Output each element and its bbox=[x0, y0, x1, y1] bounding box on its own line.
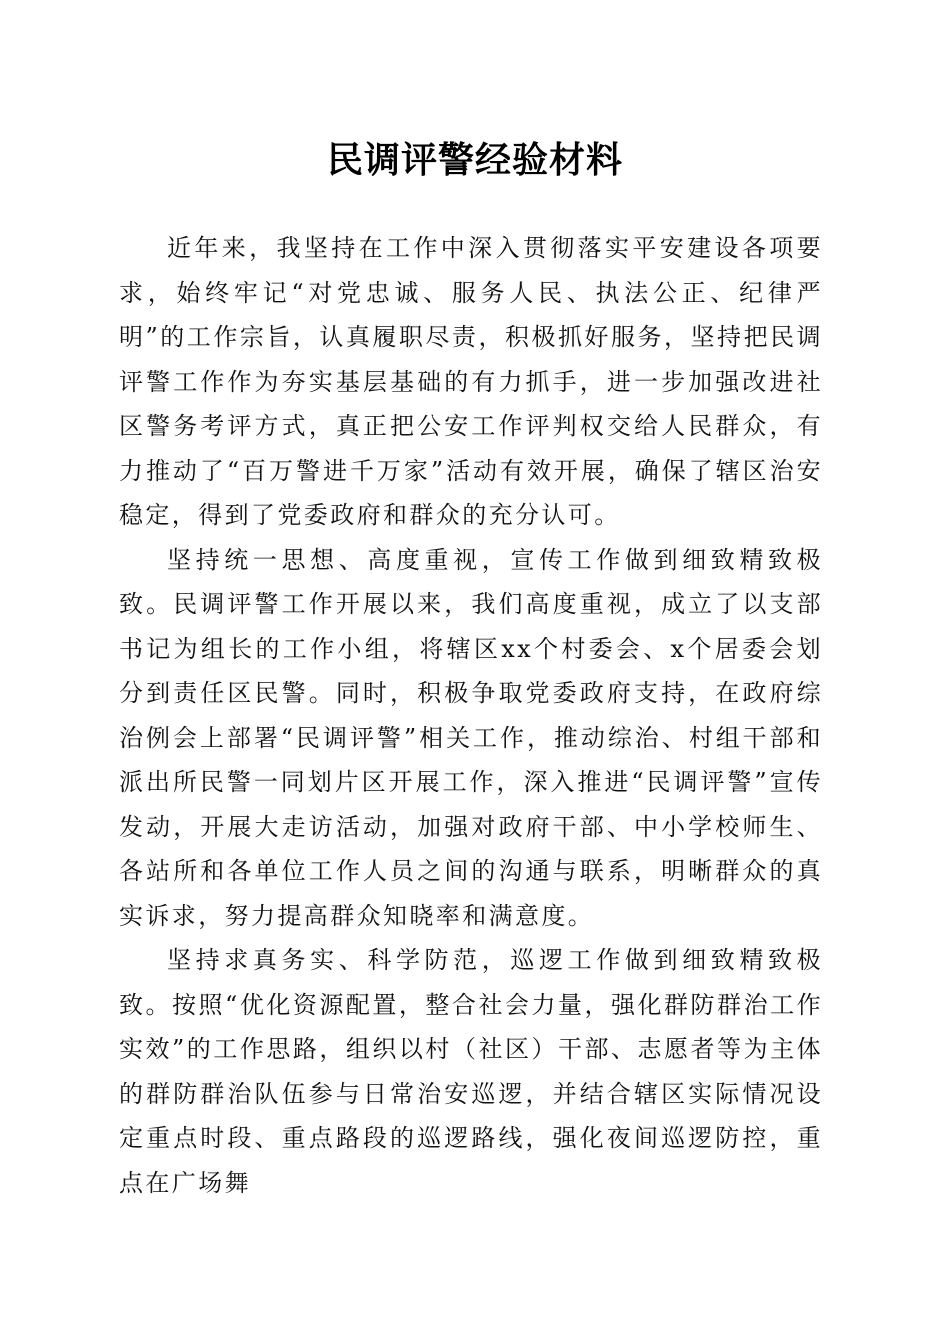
paragraph-patrol: 坚持求真务实、科学防范，巡逻工作做到细致精致极致。按照“优化资源配置，整合社会力量，强化群防群治工作实效”的工作思路，组织以村（社区）干部、志愿者等为主体的群防群治队伍参与日常治安巡逻，并结合辖区实际情况设定重点时段、重点路段的巡逻路线，强化夜间巡逻防控，重点在广场舞 bbox=[119, 946, 823, 1197]
paragraph-publicity: 坚持统一思想、高度重视，宣传工作做到细致精致极致。民调评警工作开展以来，我们高度重视，成立了以支部书记为组长的工作小组，将辖区xx个村委会、x个居委会划分到责任区民警。同时，积极争取党委政府支持，在政府综治例会上部署“民调评警”相关工作，推动综治、村组干部和派出所民警一同划片区开展工作，深入推进“民调评警”宣传发动，开展大走访活动，加强对政府干部、中小学校师生、各站所和各单位工作人员之间的沟通与联系，明晰群众的真实诉求，努力提高群众知晓率和满意度。 bbox=[119, 545, 823, 930]
document-title: 民调评警经验材料 bbox=[326, 139, 623, 181]
paragraph-intro: 近年来，我坚持在工作中深入贯彻落实平安建设各项要求，始终牢记“对党忠诚、服务人民、执法公正、纪律严明”的工作宗旨，认真履职尽责，积极抓好服务，坚持把民调评警工作作为夯实基层基础的有力抓手，进一步加强改进社区警务考评方式，真正把公安工作评判权交给人民群众，有力推动了“百万警进千万家”活动有效开展，确保了辖区治安稳定，得到了党委政府和群众的充分认可。 bbox=[119, 234, 823, 529]
document-body bbox=[119, 226, 823, 1205]
